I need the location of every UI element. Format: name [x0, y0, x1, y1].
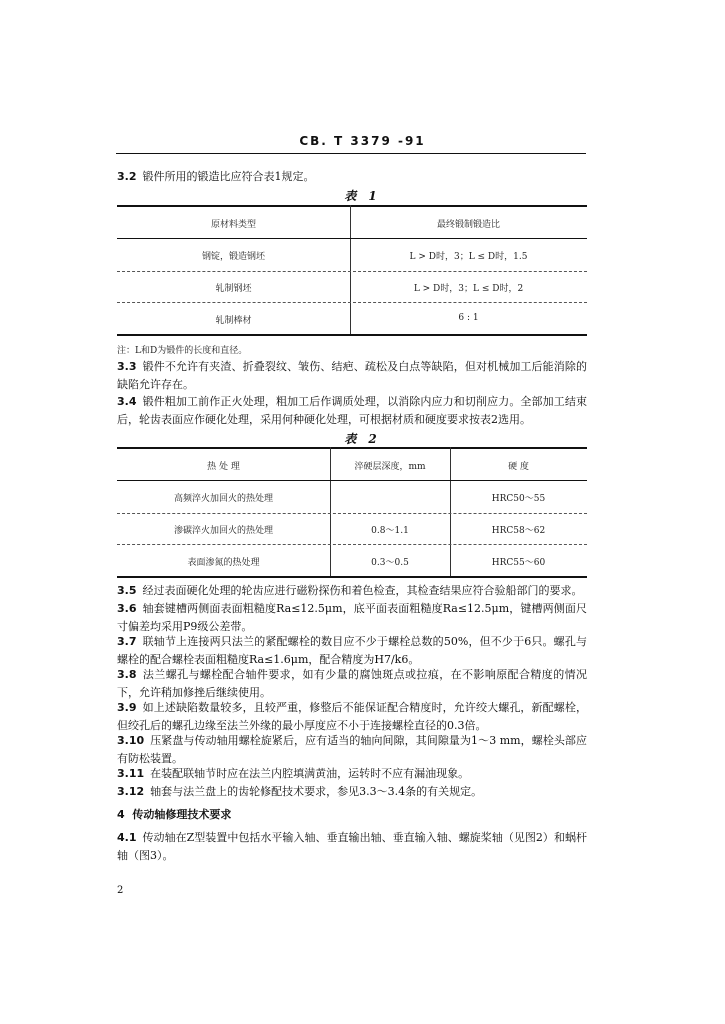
table-1-note: 注：L和D为锻件的长度和直径。 [117, 346, 248, 356]
clause-3-3 [117, 358, 587, 394]
clause-text: 法兰螺孔与螺栓配合轴件要求，如有少量的腐蚀斑点或拉痕，在不影响原配合精度的情况下，允许稍加修挫后继续使用。 [117, 668, 587, 699]
table-cell: 6 : 1 [458, 313, 479, 323]
clause-number: 3.10 [117, 734, 145, 747]
clause-3-9 [117, 699, 587, 735]
table-rule [117, 205, 587, 207]
table-header-cell: 淬硬层深度，mm [354, 462, 426, 472]
table-2 [117, 447, 587, 577]
clause-text: 锻件所用的锻造比应符合表1规定。 [142, 170, 315, 183]
clause-3-5 [117, 582, 587, 600]
clause-number: 3.11 [117, 767, 145, 780]
clause-text: 经过表面硬化处理的轮齿应进行磁粉探伤和着色检查，其检查结果应符合验船部门的要求。 [142, 584, 583, 597]
clause-3-8 [117, 666, 587, 702]
table-rule [117, 238, 587, 239]
clause-4-1 [117, 829, 587, 865]
clause-text: 联轴节上连接两只法兰的紧配螺栓的数目应不少于螺栓总数的50%，但不少于6只。螺孔与螺栓的配合螺栓表面粗糙度Ra≤1.6μm，配合精度为H7/k6。 [117, 635, 587, 666]
clause-number: 3.12 [117, 785, 145, 798]
clause-number: 3.3 [117, 360, 137, 373]
table-cell: 轧制钢坯 [215, 284, 252, 294]
clause-3-11 [117, 765, 587, 783]
clause-3-12 [117, 783, 587, 801]
clause-text: 轴套键槽两侧面表面粗糙度Ra≤12.5μm，底平面表面粗糙度Ra≤12.5μm，键槽两侧面尺寸偏差均采用P9级公差带。 [117, 602, 587, 633]
clause-3-10 [117, 732, 587, 768]
clause-number: 3.2 [117, 170, 137, 183]
clause-text: 传动轴在Z型装置中包括水平输入轴、垂直输出轴、垂直输入轴、螺旋桨轴（见图2）和蜗杆轴（图3）。 [117, 831, 587, 862]
table-header-cell: 热 处 理 [207, 462, 240, 472]
clause-text: 如上述缺陷数量较多，且较严重，修整后不能保证配合精度时，允许绞大螺孔，新配螺栓，但绞孔后的螺孔边缘至法兰外缘的最小厚度应不小于连接螺栓直径的0.3倍。 [117, 701, 587, 732]
clause-text: 在装配联轴节时应在法兰内腔填满黄油，运转时不应有漏油现象。 [150, 767, 470, 780]
table-rule [117, 447, 587, 449]
table-cell: HRC50～55 [491, 494, 546, 504]
clause-3-6 [117, 600, 587, 636]
clause-3-4 [117, 393, 587, 429]
table-header-cell: 最终锻制锻造比 [436, 220, 500, 230]
clause-number: 3.9 [117, 701, 137, 714]
table-cell: 钢锭，锻造钢坯 [201, 252, 265, 262]
table-cell: 0.3～0.5 [371, 558, 409, 568]
table-cell: L > D时，3；L ≤ D时，2 [413, 284, 524, 294]
header-rule [116, 153, 586, 154]
table-header-cell: 原材料类型 [210, 220, 256, 230]
table-rule [117, 271, 587, 272]
table-1-caption: 表 1 [344, 189, 381, 203]
table-rule [117, 302, 587, 303]
section-number: 4 [117, 808, 125, 821]
clause-number: 3.8 [117, 668, 137, 681]
table-rule [117, 480, 587, 481]
page-number: 2 [117, 885, 124, 896]
table-cell: 轧制棒材 [215, 316, 252, 326]
clause-3-2 [117, 168, 587, 186]
table-rule [117, 544, 587, 545]
table-cell: 渗碳淬火加回火的热处理 [173, 526, 273, 536]
table-cell: 表面渗氮的热处理 [187, 558, 260, 568]
clause-number: 3.4 [117, 395, 137, 408]
table-cell: HRC55～60 [491, 558, 546, 568]
table-cell: 0.8～1.1 [371, 526, 409, 536]
section-4-title [117, 806, 231, 822]
table-header-cell: 硬 度 [508, 462, 529, 472]
table-cell: L > D时，3；L ≤ D时，1.5 [409, 252, 528, 262]
table-rule [117, 576, 587, 578]
table-cell: HRC58～62 [491, 526, 546, 536]
section-title-text: 传动轴修理技术要求 [132, 808, 232, 821]
table-cell: 高频淬火加回火的热处理 [173, 494, 273, 504]
clause-text: 压紧盘与传动轴用螺栓旋紧后，应有适当的轴向间隙，其间隙量为1～3 mm，螺栓头部应有防松装置。 [117, 734, 587, 765]
clause-number: 3.7 [117, 635, 137, 648]
standard-code-header: CB. T 3379 -91 [299, 134, 426, 148]
clause-text: 轴套与法兰盘上的齿轮修配技术要求，参见3.3～3.4条的有关规定。 [150, 785, 483, 798]
table-1 [117, 205, 587, 335]
clause-number: 3.5 [117, 584, 137, 597]
table-2-caption: 表 2 [344, 432, 381, 446]
clause-3-7 [117, 633, 587, 669]
clause-text: 锻件不允许有夹渣、折叠裂纹、皱伤、结疤、疏松及白点等缺陷，但对机械加工后能消除的缺陷允许存在。 [117, 360, 587, 391]
clause-text: 锻件粗加工前作正火处理，粗加工后作调质处理，以消除内应力和切削应力。全部加工结束后，轮齿表面应作硬化处理，采用何种硬化处理，可根据材质和硬度要求按表2选用。 [117, 395, 587, 426]
clause-number: 3.6 [117, 602, 137, 615]
table-rule [117, 334, 587, 336]
clause-number: 4.1 [117, 831, 137, 844]
table-rule [117, 513, 587, 514]
